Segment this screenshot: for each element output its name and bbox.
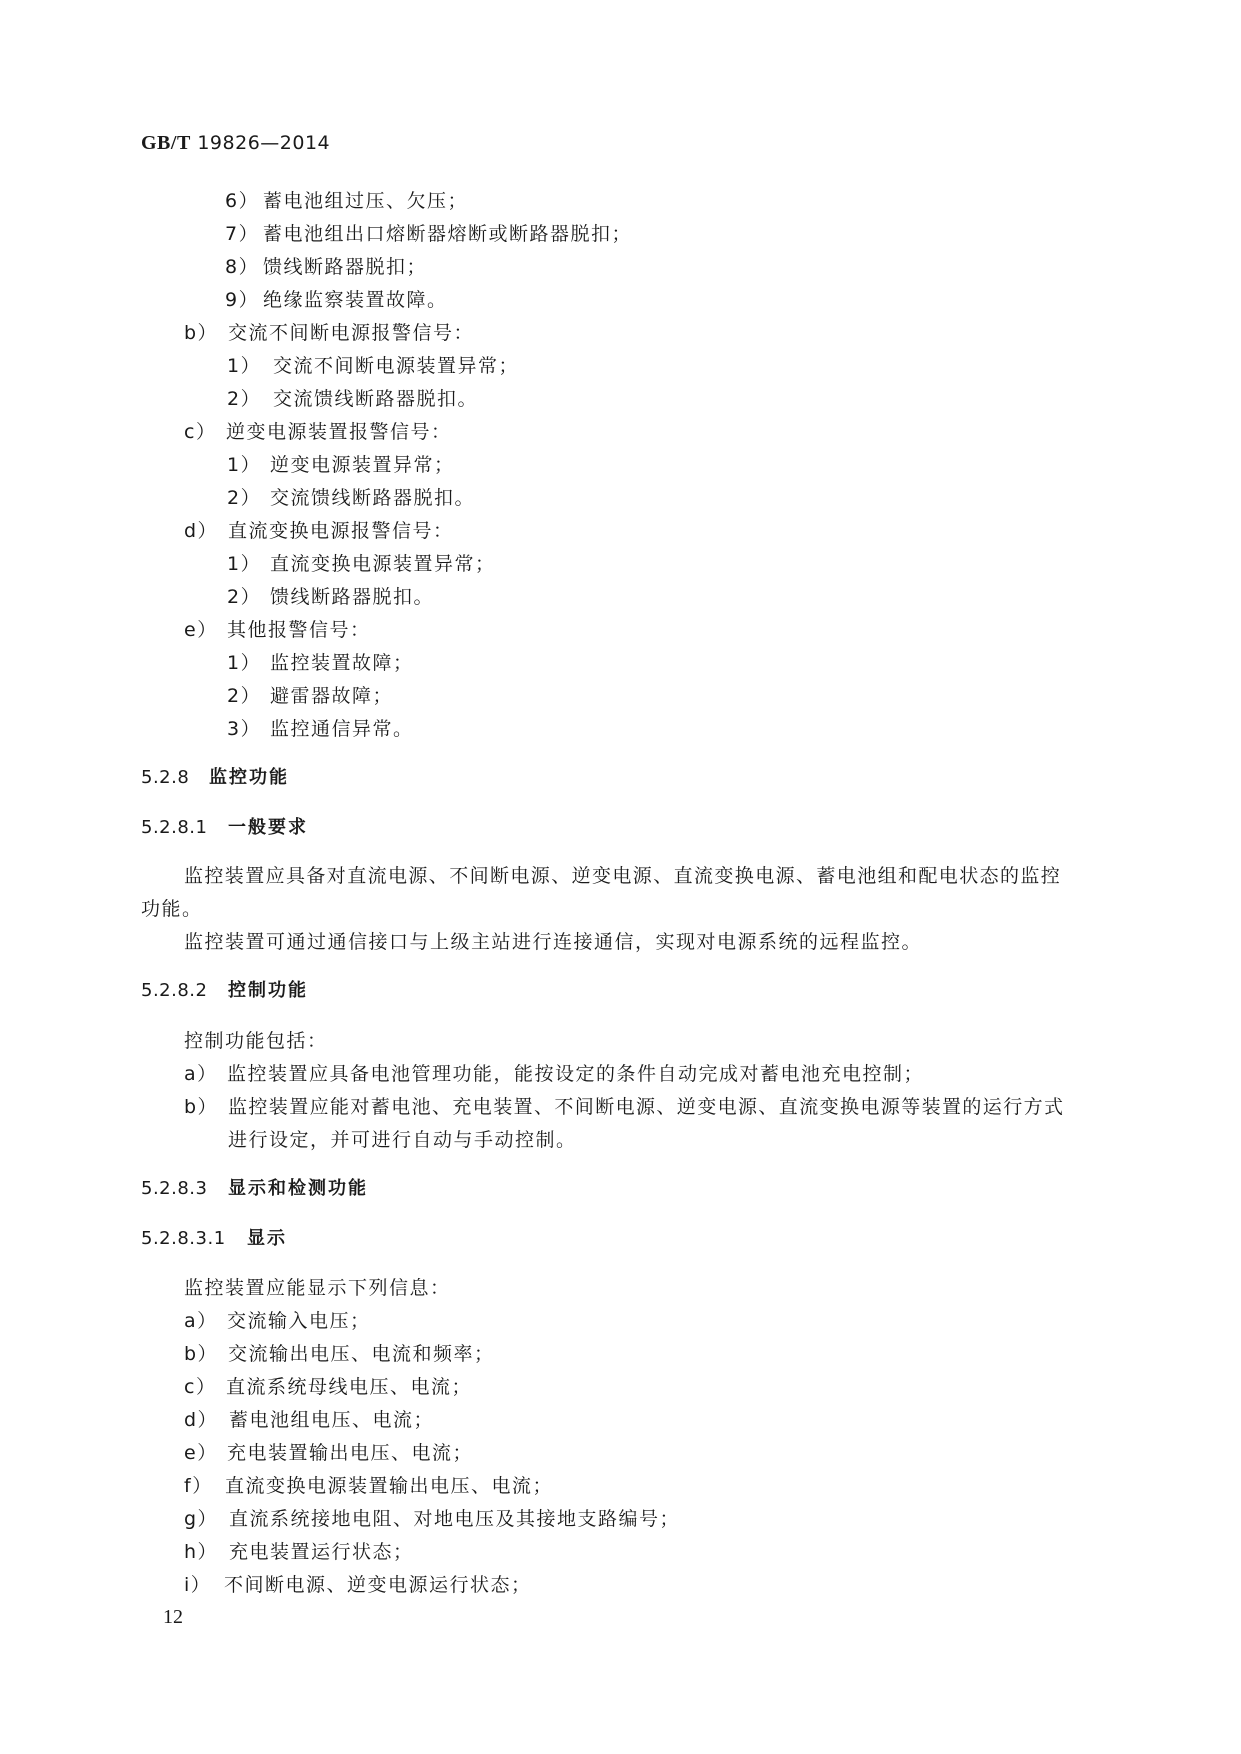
standard-number: 19826—2014 — [197, 132, 331, 154]
list-item: h） 充电装置运行状态； — [184, 1541, 414, 1563]
standard-code: GB/T — [141, 132, 191, 154]
list-item: 1） 监控装置故障； — [227, 652, 414, 674]
list-item: 8） 馈线断路器脱扣； — [225, 256, 428, 278]
list-item-continuation: 进行设定，并可进行自动与手动控制。 — [228, 1129, 577, 1151]
list-item: d） 蓄电池组电压、电流； — [184, 1409, 435, 1431]
paragraph: 监控装置应能显示下列信息： — [184, 1277, 451, 1299]
list-item: 7） 蓄电池组出口熔断器熔断或断路器脱扣； — [225, 223, 633, 245]
page-number: 12 — [163, 1606, 183, 1628]
list-item: 2） 避雷器故障； — [227, 685, 394, 707]
list-item: 2） 交流馈线断路器脱扣。 — [227, 487, 476, 509]
paragraph: 监控装置可通过通信接口与上级主站进行连接通信，实现对电源系统的远程监控。 — [184, 931, 923, 953]
list-item: a） 交流输入电压； — [184, 1310, 371, 1332]
list-item: b） 交流输出电压、电流和频率； — [184, 1343, 495, 1365]
list-item: g） 直流系统接地电阻、对地电压及其接地支路编号； — [184, 1508, 681, 1530]
paragraph: 监控装置应具备对直流电源、不间断电源、逆变电源、直流变换电源、蓄电池组和配电状态的监控 — [184, 865, 1062, 887]
list-item: 1） 逆变电源装置异常； — [227, 454, 455, 476]
list-item: b） 监控装置应能对蓄电池、充电装置、不间断电源、逆变电源、直流变换电源等装置的运行方式 — [184, 1096, 1065, 1118]
section-heading: 5.2.8.1 一般要求 — [141, 817, 308, 838]
list-item: 2） 馈线断路器脱扣。 — [227, 586, 435, 608]
section-heading: 5.2.8 监控功能 — [141, 767, 289, 788]
list-item: 1） 交流不间断电源装置异常； — [227, 355, 520, 377]
list-item: e） 其他报警信号： — [184, 619, 371, 641]
list-item: 3） 监控通信异常。 — [227, 718, 414, 740]
list-item: b） 交流不间断电源报警信号： — [184, 322, 475, 344]
list-item: i） 不间断电源、逆变电源运行状态； — [184, 1574, 532, 1596]
list-item: d） 直流变换电源报警信号： — [184, 520, 454, 542]
list-item: f） 直流变换电源装置输出电压、电流； — [184, 1475, 554, 1497]
section-heading: 5.2.8.3 显示和检测功能 — [141, 1178, 368, 1199]
list-item: a） 监控装置应具备电池管理功能，能按设定的条件自动完成对蓄电池充电控制； — [184, 1063, 925, 1085]
list-item: 1） 直流变换电源装置异常； — [227, 553, 496, 575]
list-item: 2） 交流馈线断路器脱扣。 — [227, 388, 479, 410]
list-item: c） 逆变电源装置报警信号： — [184, 421, 452, 443]
document-header — [141, 132, 330, 155]
list-item: 9） 绝缘监察装置故障。 — [225, 289, 448, 311]
paragraph: 控制功能包括： — [184, 1030, 328, 1052]
list-item: e） 充电装置输出电压、电流； — [184, 1442, 474, 1464]
list-item: 6） 蓄电池组过压、欠压； — [225, 190, 469, 212]
section-heading: 5.2.8.3.1 显示 — [141, 1228, 287, 1249]
paragraph-continuation: 功能。 — [141, 898, 203, 920]
list-item: c） 直流系统母线电压、电流； — [184, 1376, 473, 1398]
section-heading: 5.2.8.2 控制功能 — [141, 980, 308, 1001]
